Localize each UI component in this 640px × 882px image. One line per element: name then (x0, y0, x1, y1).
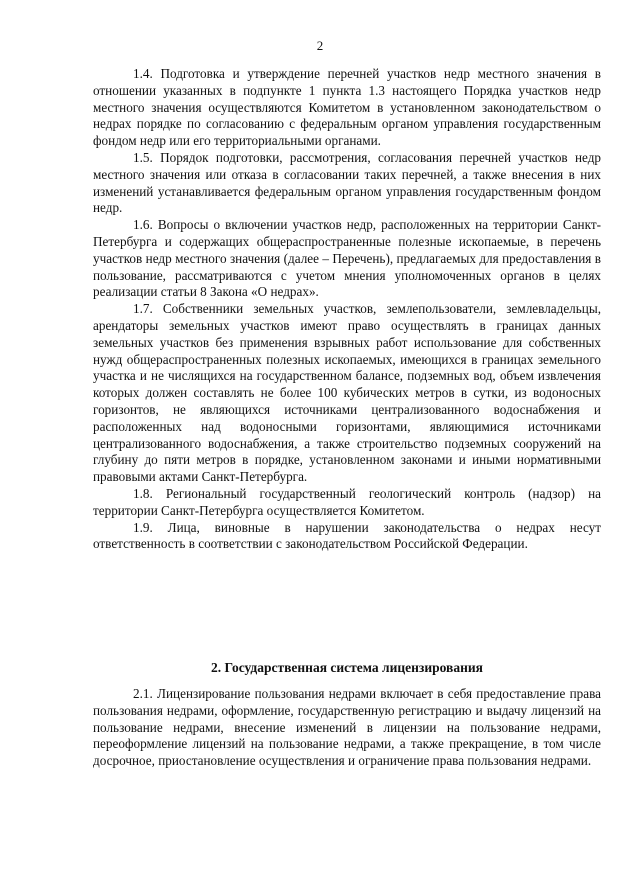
page-number: 2 (316, 38, 324, 53)
paragraph-1-4: 1.4. Подготовка и утверждение перечней участков недр местного значения в отношении указанных в подпункте 1 пункта 1.3 настоящего Порядка участков недр местного значения осуществляются Комитетом в установленном законодательством о недрах порядке по согласованию с федеральным органом управления государственным фондом недр или его территориальными органами. (93, 66, 601, 149)
section-2-body (93, 686, 601, 770)
section-1-body (93, 66, 601, 553)
paragraph-2-1: 2.1. Лицензирование пользования недрами включает в себя предоставление права пользования недрами, оформление, государственную регистрацию и выдачу лицензий на пользование недрами, внесение изменений в лицензии на пользование недрами, переоформление лицензий на пользование недрами, а также прекращение, в том числе досрочное, приостановление осуществления и ограничение права пользования недрами. (93, 686, 601, 769)
paragraph-1-6: 1.6. Вопросы о включении участков недр, расположенных на территории Санкт-Петербурга и содержащих общераспространенные полезные ископаемые, в перечень участков недр местного значения (далее – Перечень), предлагаемых для предоставления в пользование, рассматриваются с учетом мнения уполномоченных органов в целях реализации статьи 8 Закона «О недрах». (93, 217, 601, 300)
paragraph-1-7: 1.7. Собственники земельных участков, землепользователи, землевладельцы, арендаторы земельных участков имеют право осуществлять в границах данных земельных участков без применения взрывных работ использование для собственных нужд общераспространенных полезных ископаемых, имеющихся в границах земельного участка и не числящихся на государственном балансе, подземных вод, объем извлечения которых должен составлять не более 100 кубических метров в сутки, из водоносных горизонтов, не являющихся источниками централизованного водоснабжения и расположенных над водоносными горизонтами, являющимися источниками централизованного водоснабжения, а также строительство подземных сооружений на глубину до пяти метров в порядке, установленном законами и иными нормативными правовыми актами Санкт-Петербурга. (93, 301, 601, 485)
section-2-heading: 2. Государственная система лицензирования (211, 660, 483, 675)
paragraph-1-5: 1.5. Порядок подготовки, рассмотрения, согласования перечней участков недр местного значения или отказа в согласовании таких перечней, а также внесения в них изменений устанавливается федеральным органом управления государственным фондом недр. (93, 149, 601, 216)
paragraph-1-8: 1.8. Региональный государственный геологический контроль (надзор) на территории Санкт-Петербурга осуществляется Комитетом. (93, 485, 601, 518)
paragraph-1-9: 1.9. Лица, виновные в нарушении законодательства о недрах несут ответственность в соответствии с законодательством Российской Федерации. (93, 519, 601, 552)
